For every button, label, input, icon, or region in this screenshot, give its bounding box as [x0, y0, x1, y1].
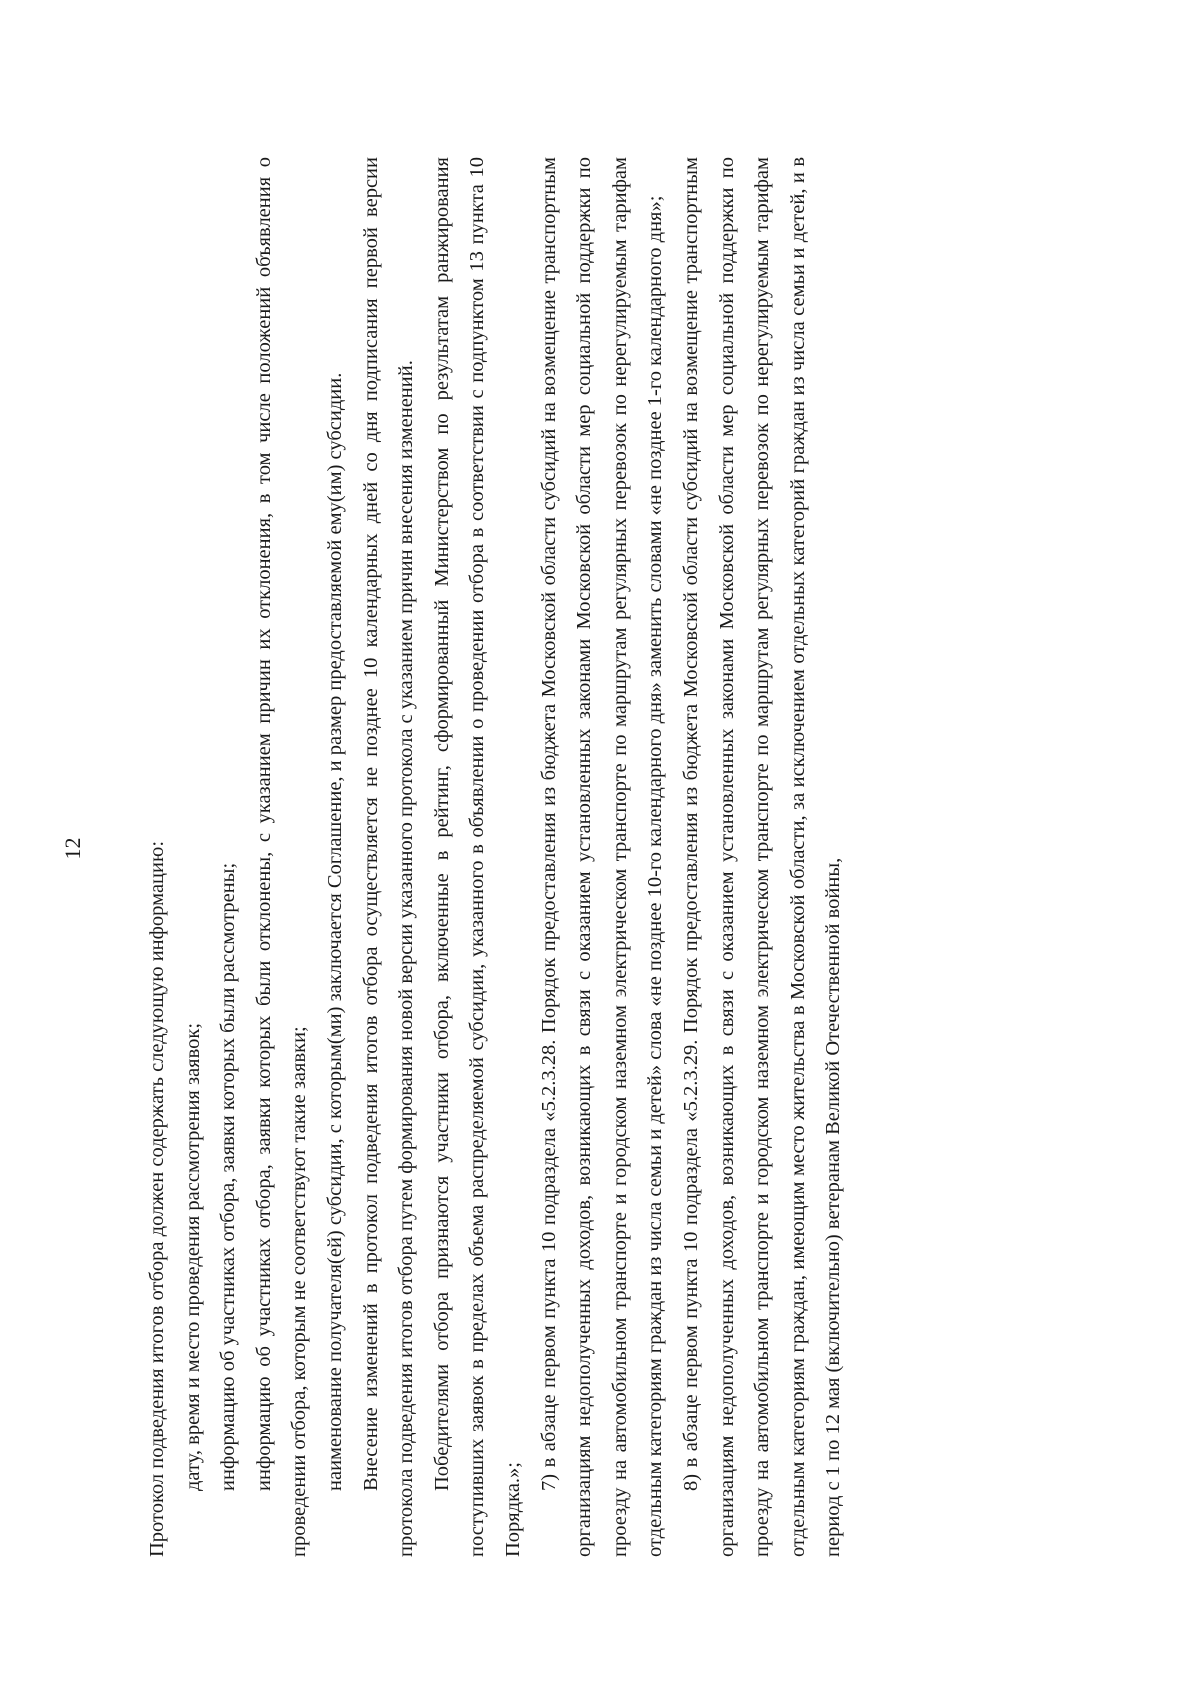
paragraph-item-7: 7) в абзаце первом пункта 10 подраздела «5.2.3.28. Порядок предоставления из бюджета Московской области субсидий на возмещение транспортным организациям недополученных доходов, возникающих в связи с оказанием установленных законами Московской области мер социальной поддержки по проезду на автомобильном транспорте и городском наземном электрическом транспорте по маршрутам регулярных перевозок по нерегулируемым тарифам отдельным категориям граждан из числа семьи и детей» слова «не позднее 10-го календарного дня» заменить словами «не позднее 1-го календарного дня»; [537, 157, 667, 1557]
page-number: 12 [60, 837, 85, 860]
paragraph-protocol-intro: Протокол подведения итогов отбора должен содержать следующую информацию: [146, 840, 168, 1557]
document-body [140, 157, 852, 1557]
paragraph-reviewed-participants: информацию об участниках отбора, заявки которых были рассмотрены; [217, 862, 240, 1491]
paragraph-rejected-participants: информацию об участниках отбора, заявки которых были отклонены, с указанием причин их отклонения, в том числе положений объявления о проведении отбора, которым не соответствуют такие заявки; [252, 157, 311, 1557]
paragraph-item-8: 8) в абзаце первом пункта 10 подраздела «5.2.3.29. Порядок предоставления из бюджета Московской области субсидий на возмещение транспортным организациям недополученных доходов, возникающих в связи с оказанием установленных законами Московской области мер социальной поддержки по проезду на автомобильном транспорте и городском наземном электрическом транспорте по маршрутам регулярных перевозок по нерегулируемым тарифам отдельным категориям граждан, имеющим место жительства в Московской области, за исключением отдельных категорий граждан из числа семьи и детей, и в период с 1 по 12 мая (включительно) ветеранам Великой Отечественной войны, [679, 157, 845, 1557]
paragraph-date-time-place: дату, время и место проведения рассмотрения заявок; [181, 1022, 204, 1491]
paragraph-protocol-amendments: Внесение изменений в протокол подведения итогов отбора осуществляется не позднее 10 календарных дней со дня подписания первой версии протокола подведения итогов отбора путем формирования новой версии указанного протокола с указанием причин внесения изменений. [359, 157, 418, 1557]
paragraph-recipient-name: наименование получателя(ей) субсидии, с которым(ми) заключается Соглашение, и размер предоставляемой ему(им) субсидии. [323, 372, 346, 1491]
paragraph-selection-winners: Победителями отбора признаются участники отбора, включенные в рейтинг, сформированный Министерством по результатам ранжирования поступивших заявок в пределах объема распределяемой субсидии, указанного в объявлении о проведении отбора в соответствии с подпунктом 13 пункта 10 Порядка.»; [430, 157, 524, 1557]
